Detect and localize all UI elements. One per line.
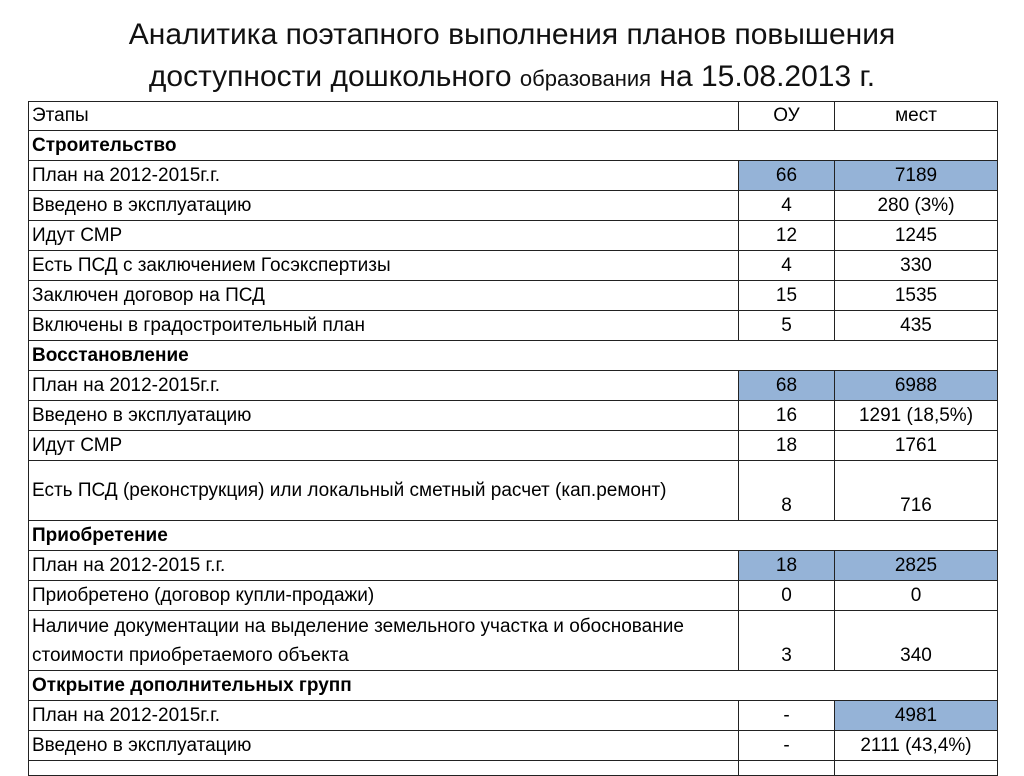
section-row [29, 521, 998, 551]
row-mest: 4981 [835, 701, 998, 731]
row-ou: 68 [739, 371, 835, 401]
row-mest: 2111 (43,4%) [835, 731, 998, 761]
section-row [29, 671, 998, 701]
table-row [29, 701, 998, 731]
title-line-2-part-a: доступности дошкольного [148, 60, 520, 93]
row-ou: - [739, 731, 835, 761]
row-label: Есть ПСД (реконструкция) или локальный сметный расчет (кап.ремонт) [29, 461, 739, 521]
row-ou: 4 [739, 191, 835, 221]
title-line-2-part-b: на 15.08.2013 г. [651, 60, 876, 93]
row-mest: 1291 (18,5%) [835, 401, 998, 431]
table-row [29, 581, 998, 611]
section-row [29, 341, 998, 371]
table-row [29, 191, 998, 221]
table-row [29, 311, 998, 341]
row-mest: 2825 [835, 551, 998, 581]
row-ou: 16 [739, 401, 835, 431]
row-label: План на 2012-2015г.г. [29, 701, 739, 731]
section-title: Строительство [29, 131, 998, 161]
row-ou: 0 [739, 581, 835, 611]
header-stages: Этапы [29, 102, 739, 131]
row-ou: 18 [739, 551, 835, 581]
table-row-cut [29, 761, 998, 776]
row-mest: 6988 [835, 371, 998, 401]
row-ou: 12 [739, 221, 835, 251]
row-mest: 435 [835, 311, 998, 341]
row-ou: 18 [739, 431, 835, 461]
row-ou: 15 [739, 281, 835, 311]
row-ou: 66 [739, 161, 835, 191]
row-mest: 1535 [835, 281, 998, 311]
row-ou: 4 [739, 251, 835, 281]
row-ou: 3 [739, 611, 835, 671]
row-mest: 340 [835, 611, 998, 671]
table-row [29, 281, 998, 311]
row-mest [835, 761, 998, 776]
section-row [29, 131, 998, 161]
table-row [29, 251, 998, 281]
row-mest: 7189 [835, 161, 998, 191]
title-line-2-small: образования [519, 66, 652, 91]
row-label: Введено в эксплуатацию [29, 731, 739, 761]
table-row [29, 461, 998, 521]
row-label: Введено в эксплуатацию [29, 401, 739, 431]
table-row [29, 551, 998, 581]
row-label: Идут СМР [29, 431, 739, 461]
table-header-row [29, 102, 998, 131]
row-ou: 5 [739, 311, 835, 341]
header-ou: ОУ [739, 102, 835, 131]
row-label: Заключен договор на ПСД [29, 281, 739, 311]
row-ou [739, 761, 835, 776]
row-mest: 330 [835, 251, 998, 281]
table-row [29, 611, 998, 671]
row-label: Идут СМР [29, 221, 739, 251]
row-label: Введено в эксплуатацию [29, 191, 739, 221]
section-title: Восстановление [29, 341, 998, 371]
row-label: Есть ПСД с заключением Госэкспертизы [29, 251, 739, 281]
title-line-2 [0, 56, 1024, 100]
row-label: Наличие документации на выделение земельного участка и обоснование стоимости приобретаемого объекта [29, 611, 739, 671]
row-label: План на 2012-2015г.г. [29, 161, 739, 191]
row-label: План на 2012-2015г.г. [29, 371, 739, 401]
row-label: Включены в градостроительный план [29, 311, 739, 341]
table-row [29, 371, 998, 401]
table-row [29, 401, 998, 431]
row-mest: 716 [835, 461, 998, 521]
row-label: Приобретено (договор купли-продажи) [29, 581, 739, 611]
plans-table [28, 101, 998, 776]
row-mest: 1245 [835, 221, 998, 251]
title-line-1: Аналитика поэтапного выполнения планов повышения [128, 18, 896, 51]
table-row [29, 431, 998, 461]
row-label: План на 2012-2015 г.г. [29, 551, 739, 581]
row-ou: 8 [739, 461, 835, 521]
table-row [29, 731, 998, 761]
header-mest: мест [835, 102, 998, 131]
table-row [29, 161, 998, 191]
row-ou: - [739, 701, 835, 731]
table-row [29, 221, 998, 251]
section-title: Приобретение [29, 521, 998, 551]
slide-title [0, 14, 1024, 100]
row-mest: 280 (3%) [835, 191, 998, 221]
row-mest: 1761 [835, 431, 998, 461]
section-title: Открытие дополнительных групп [29, 671, 998, 701]
row-label [29, 761, 739, 776]
row-mest: 0 [835, 581, 998, 611]
